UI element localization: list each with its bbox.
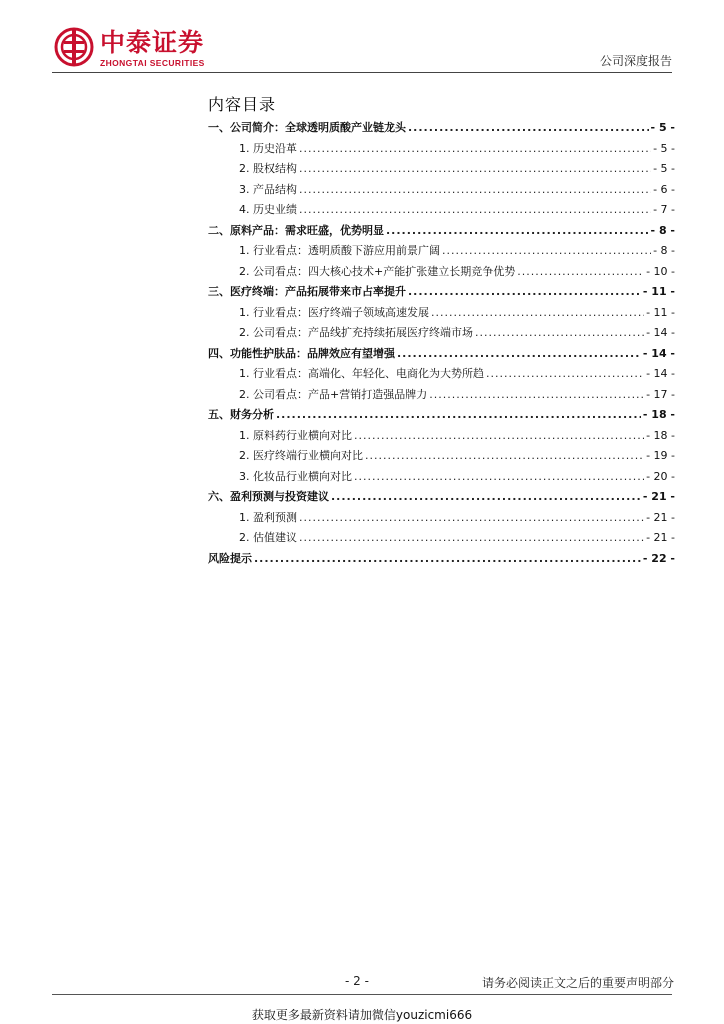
toc-entry-number: 一、 [208, 121, 230, 134]
toc-entry-title: 风险提示 [208, 551, 252, 565]
toc-entry-title: 行业看点：高端化、年轻化、电商化为大势所趋 [253, 367, 484, 380]
toc-dot-leader [429, 388, 644, 401]
toc-subsection-entry[interactable] [208, 386, 675, 407]
toc-entry-number: 2. [239, 531, 250, 544]
zhongtai-logo-icon [54, 27, 94, 67]
toc-subsection-entry[interactable] [208, 140, 675, 161]
toc-entry-page: - 18 - [642, 408, 675, 421]
toc-entry-number: 1. [239, 305, 250, 319]
toc-entry-title: 公司看点：产品+营销打造强品牌力 [253, 387, 428, 401]
toc-entry-page: - 5 - [653, 162, 675, 175]
toc-entry-title: 行业看点：透明质酸下游应用前景广阔 [253, 244, 440, 257]
toc-section-entry[interactable] [208, 345, 675, 366]
toc-entry-number: 4. [239, 203, 250, 216]
toc-dot-leader [517, 265, 644, 278]
toc-section-entry[interactable] [208, 488, 675, 509]
toc-entry-title: 医疗终端：产品拓展带来市占率提升 [230, 285, 406, 298]
toc-section-entry[interactable] [208, 119, 675, 140]
toc-subsection-entry[interactable] [208, 468, 675, 489]
toc-entry-title: 财务分析 [230, 408, 274, 421]
toc-subsection-entry[interactable] [208, 324, 675, 345]
toc-entry-number: 1. [239, 428, 250, 442]
header-divider [52, 72, 672, 73]
toc-entry-number: 1. [239, 367, 250, 380]
toc-entry-number: 3. [239, 182, 250, 196]
toc-dot-leader [299, 142, 651, 155]
toc-entry-page: - 5 - [650, 121, 675, 134]
toc-entry-page: - 8 - [653, 244, 675, 257]
toc-entry-page: - 5 - [653, 141, 675, 155]
toc-entry-title: 功能性护肤品：品牌效应有望增强 [230, 346, 395, 360]
toc-entry-title: 医疗终端行业横向对比 [253, 449, 363, 462]
toc-entry-title: 历史沿革 [253, 141, 297, 155]
toc-section-entry[interactable] [208, 406, 675, 427]
toc-dot-leader [299, 531, 644, 544]
toc-dot-leader [299, 511, 644, 524]
toc-dot-leader [299, 183, 651, 196]
toc-entry-title: 原料药行业横向对比 [253, 428, 352, 442]
toc-dot-leader [354, 429, 644, 442]
toc-dot-leader [442, 244, 651, 257]
toc-entry-number: 2. [239, 387, 250, 401]
toc-entry-number: 五、 [208, 408, 230, 421]
toc-entry-page: - 20 - [646, 469, 675, 483]
toc-entry-page: - 14 - [646, 326, 675, 339]
toc-entry-number: 2. [239, 449, 250, 462]
toc-dot-leader [408, 121, 649, 134]
toc-entry-page: - 14 - [642, 346, 675, 360]
footer-divider [52, 994, 672, 995]
toc-entry-page: - 17 - [646, 387, 675, 401]
toc-subsection-entry[interactable] [208, 304, 675, 325]
company-logo [54, 27, 224, 71]
toc-entry-number: 四、 [208, 346, 230, 360]
toc-entry-page: - 10 - [646, 264, 675, 278]
toc-entry-number: 1. [239, 141, 250, 155]
toc-entry-page: - 7 - [653, 203, 675, 216]
toc-entry-title: 行业看点：医疗终端子领域高速发展 [253, 305, 429, 319]
toc-dot-leader [365, 449, 644, 462]
toc-entry-page: - 6 - [653, 182, 675, 196]
toc-dot-leader [397, 347, 641, 360]
toc-dot-leader [254, 552, 641, 565]
toc-entry-number: 2. [239, 264, 250, 278]
toc-subsection-entry[interactable] [208, 201, 675, 222]
toc-dot-leader [486, 367, 644, 380]
toc-subsection-entry[interactable] [208, 242, 675, 263]
toc-entry-page: - 19 - [646, 449, 675, 462]
logo-english-name: ZHONGTAI SECURITIES [100, 58, 205, 68]
toc-subsection-entry[interactable] [208, 365, 675, 386]
toc-entry-title: 估值建议 [253, 531, 297, 544]
toc-subsection-entry[interactable] [208, 529, 675, 550]
toc-dot-leader [354, 470, 644, 483]
toc-entry-number: 2. [239, 326, 250, 339]
toc-entry-title: 公司简介：全球透明质酸产业链龙头 [230, 121, 406, 134]
toc-dot-leader [408, 285, 641, 298]
toc-entry-title: 产品结构 [253, 182, 297, 196]
toc-entry-page: - 21 - [646, 531, 675, 544]
toc-entry-number: 3. [239, 469, 250, 483]
disclaimer-note: 请务必阅读正文之后的重要声明部分 [481, 976, 674, 990]
toc-title: 内容目录 [208, 95, 277, 114]
toc-dot-leader [475, 326, 644, 339]
toc-entry-page: - 11 - [646, 305, 675, 319]
toc-entry-page: - 22 - [642, 551, 675, 565]
toc-entry-title: 盈利预测与投资建议 [230, 490, 329, 503]
toc-section-entry[interactable] [208, 222, 675, 243]
toc-entry-number: 1. [239, 510, 250, 524]
toc-entry-page: - 8 - [650, 223, 675, 237]
toc-dot-leader [386, 224, 649, 237]
toc-entry-number: 1. [239, 244, 250, 257]
toc-entry-title: 公司看点：产品线扩充持续拓展医疗终端市场 [253, 326, 473, 339]
toc-dot-leader [299, 203, 651, 216]
toc-entry-title: 化妆品行业横向对比 [253, 469, 352, 483]
toc-dot-leader [331, 490, 641, 503]
toc-subsection-entry[interactable] [208, 427, 675, 448]
logo-chinese-name: 中泰证券 [100, 28, 205, 57]
toc-entry-title: 股权结构 [253, 162, 297, 175]
toc-entry-page: - 18 - [646, 428, 675, 442]
watermark-text: 获取更多最新资料请加微信youzicmi666 [251, 1008, 473, 1022]
toc-subsection-entry[interactable] [208, 160, 675, 181]
toc-dot-leader [299, 162, 651, 175]
toc-section-entry[interactable] [208, 283, 675, 304]
toc-dot-leader [431, 306, 644, 319]
toc-entry-number: 2. [239, 162, 250, 175]
toc-entry-title: 原料产品：需求旺盛，优势明显 [230, 223, 384, 237]
toc-entry-page: - 14 - [646, 367, 675, 380]
toc-entry-title: 历史业绩 [253, 203, 297, 216]
toc-subsection-entry[interactable] [208, 447, 675, 468]
toc-entry-title: 盈利预测 [253, 510, 297, 524]
toc-entry-number: 三、 [208, 285, 230, 298]
toc-entry-number: 六、 [208, 490, 230, 503]
toc-subsection-entry[interactable] [208, 181, 675, 202]
page-number: - 2 - [345, 974, 369, 988]
toc-entry-page: - 21 - [646, 510, 675, 524]
report-type-label: 公司深度报告 [599, 54, 672, 68]
toc-entry-number: 二、 [208, 223, 230, 237]
toc-section-entry[interactable] [208, 550, 675, 571]
toc-dot-leader [276, 408, 641, 421]
toc-subsection-entry[interactable] [208, 263, 675, 284]
toc-entry-page: - 11 - [642, 285, 675, 298]
toc-entry-title: 公司看点：四大核心技术+产能扩张建立长期竞争优势 [253, 264, 516, 278]
table-of-contents [208, 119, 675, 570]
toc-subsection-entry[interactable] [208, 509, 675, 530]
toc-entry-page: - 21 - [642, 490, 675, 503]
